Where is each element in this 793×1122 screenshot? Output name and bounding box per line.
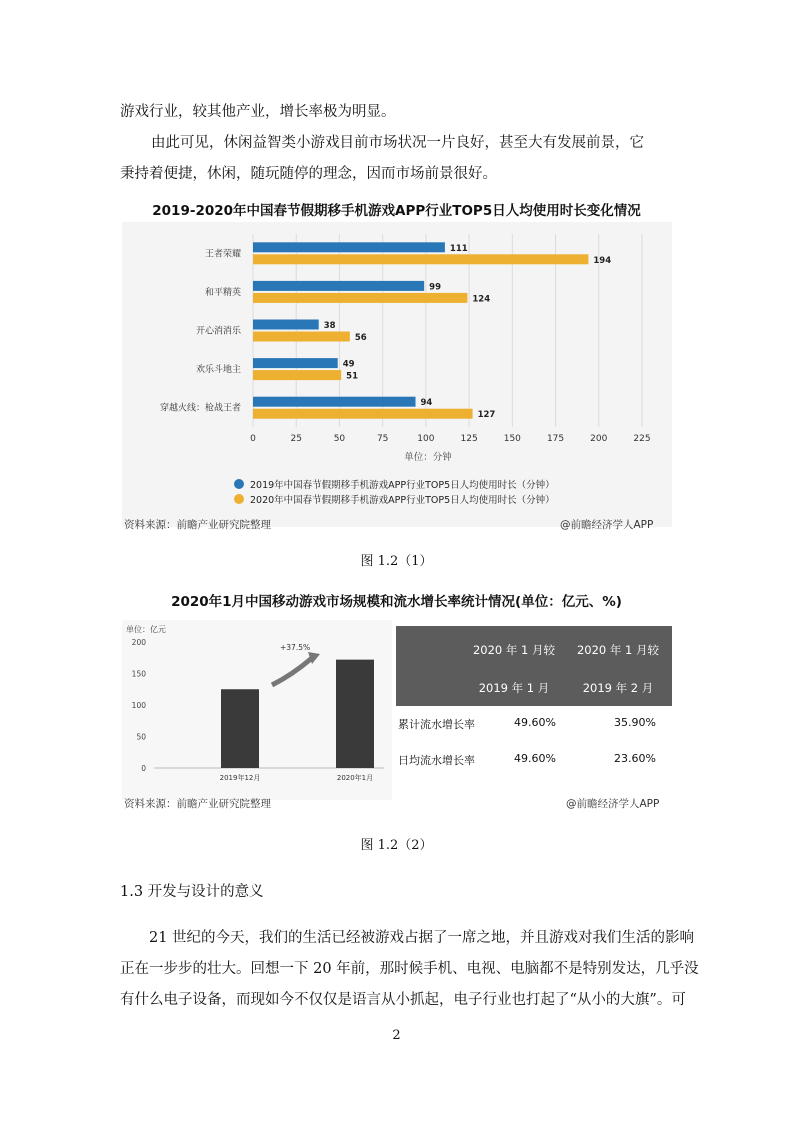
paragraph-line: 由此可见，休闲益智类小游戏目前市场状况一片良好，甚至大有发展前景，它 <box>151 135 644 151</box>
row-value: 23.60% <box>614 752 656 765</box>
table-header <box>396 626 672 706</box>
figure1-chart <box>122 222 672 527</box>
y-tick-label: 200 <box>131 638 146 647</box>
category-label: 2019年12月 <box>219 774 261 782</box>
y-axis-unit: 单位：亿元 <box>126 625 166 634</box>
figure2-chart <box>122 620 392 800</box>
x-tick-label: 25 <box>290 434 302 444</box>
data-label: 99 <box>429 282 442 293</box>
legend-swatch-2019 <box>234 479 244 489</box>
y-tick-label: 100 <box>131 701 146 710</box>
data-label: 94 <box>420 398 433 409</box>
data-label: 124 <box>472 294 491 305</box>
figure1-brand: @前瞻经济学人APP <box>560 519 654 531</box>
bar-2019 <box>253 358 338 368</box>
bar-2019 <box>253 320 319 330</box>
figure2-caption: 图 1.2（2） <box>360 838 433 853</box>
x-tick-label: 200 <box>590 434 608 444</box>
bar-2019 <box>253 281 424 291</box>
growth-annotation: +37.5% <box>280 643 311 652</box>
y-tick-label: 50 <box>136 732 146 742</box>
legend-swatch-2020 <box>234 494 244 504</box>
x-axis-unit: 单位：分钟 <box>404 452 452 463</box>
table-row <box>396 742 672 778</box>
figure1-source: 资料来源：前瞻产业研究院整理 <box>124 519 271 531</box>
x-tick-label: 50 <box>333 434 346 444</box>
category-label: 王者荣耀 <box>204 249 241 260</box>
legend-label-2020: 2020年中国春节假期移手机游戏APP行业TOP5日人均使用时长（分钟） <box>250 495 555 506</box>
bar-2019 <box>253 397 416 407</box>
row-value: 49.60% <box>514 716 556 729</box>
table-header-cell: 2019 年 1 月 <box>478 681 550 695</box>
row-label: 累计流水增长率 <box>398 718 475 731</box>
data-label: 51 <box>346 371 359 382</box>
x-tick-label: 225 <box>633 434 651 444</box>
figure2-brand: @前瞻经济学人APP <box>566 798 660 810</box>
x-tick-label: 0 <box>250 434 256 444</box>
x-tick-label: 75 <box>376 434 389 444</box>
figure1-caption: 图 1.2（1） <box>360 554 433 569</box>
paragraph-line: 有什么电子设备，而现如今不仅仅是语言从小抓起，电子行业也打起了“从小的大旗”。可 <box>120 992 686 1008</box>
table-header-cell: 2019 年 2 月 <box>582 681 654 695</box>
y-tick-label: 150 <box>131 669 146 679</box>
x-tick-label: 175 <box>546 434 565 444</box>
x-tick-label: 150 <box>503 434 521 444</box>
table-header-cell: 2020 年 1 月较 <box>576 643 660 657</box>
row-value: 49.60% <box>514 752 556 765</box>
bar-2020 <box>253 254 588 264</box>
bar <box>336 660 374 768</box>
table-header-cell: 2020 年 1 月较 <box>472 643 556 657</box>
data-label: 111 <box>449 243 468 254</box>
category-label: 和平精英 <box>204 287 241 298</box>
bar-2019 <box>253 242 445 252</box>
paragraph-line: 正在一步步的壮大。回想一下 20 年前，那时候手机、电视、电脑都不是特别发达，几乎没 <box>120 961 699 977</box>
bar-2020 <box>253 293 467 303</box>
growth-table <box>396 626 672 778</box>
category-label: 2020年1月 <box>336 774 374 782</box>
data-label: 49 <box>342 359 355 370</box>
x-tick-label: 125 <box>460 434 478 444</box>
figure2-source: 资料来源：前瞻产业研究院整理 <box>124 798 271 810</box>
data-label: 56 <box>354 333 367 343</box>
paragraph-line: 21 世纪的今天，我们的生活已经被游戏占据了一席之地，并且游戏对我们生活的影响 <box>149 930 695 946</box>
section-title: 1.3 开发与设计的意义 <box>120 884 264 900</box>
bar-2020 <box>253 370 341 380</box>
legend-label-2019: 2019年中国春节假期移手机游戏APP行业TOP5日人均使用时长（分钟） <box>250 480 555 491</box>
category-label: 开心消消乐 <box>195 326 241 337</box>
paragraph-line: 游戏行业，较其他产业，增长率极为明显。 <box>120 104 396 120</box>
x-tick-label: 100 <box>417 434 435 444</box>
category-label: 穿越火线：枪战王者 <box>159 403 241 414</box>
data-label: 38 <box>323 321 336 331</box>
figure1-title: 2019-2020年中国春节假期移手机游戏APP行业TOP5日人均使用时长变化情况 <box>152 203 641 219</box>
category-label: 欢乐斗地主 <box>195 365 241 376</box>
data-label: 194 <box>593 255 612 266</box>
data-label: 127 <box>477 410 496 421</box>
y-tick-label: 0 <box>141 764 146 773</box>
bar <box>221 689 259 768</box>
bar-2020 <box>253 409 473 419</box>
bar-2020 <box>253 332 350 342</box>
table-row <box>396 706 672 742</box>
page-number: 2 <box>392 1028 401 1043</box>
row-value: 35.90% <box>614 716 656 729</box>
paragraph-line: 秉持着便捷，休闲，随玩随停的理念，因而市场前景很好。 <box>120 166 497 182</box>
row-label: 日均流水增长率 <box>398 754 475 767</box>
figure2-title: 2020年1月中国移动游戏市场规模和流水增长率统计情况(单位：亿元、%) <box>171 594 622 610</box>
